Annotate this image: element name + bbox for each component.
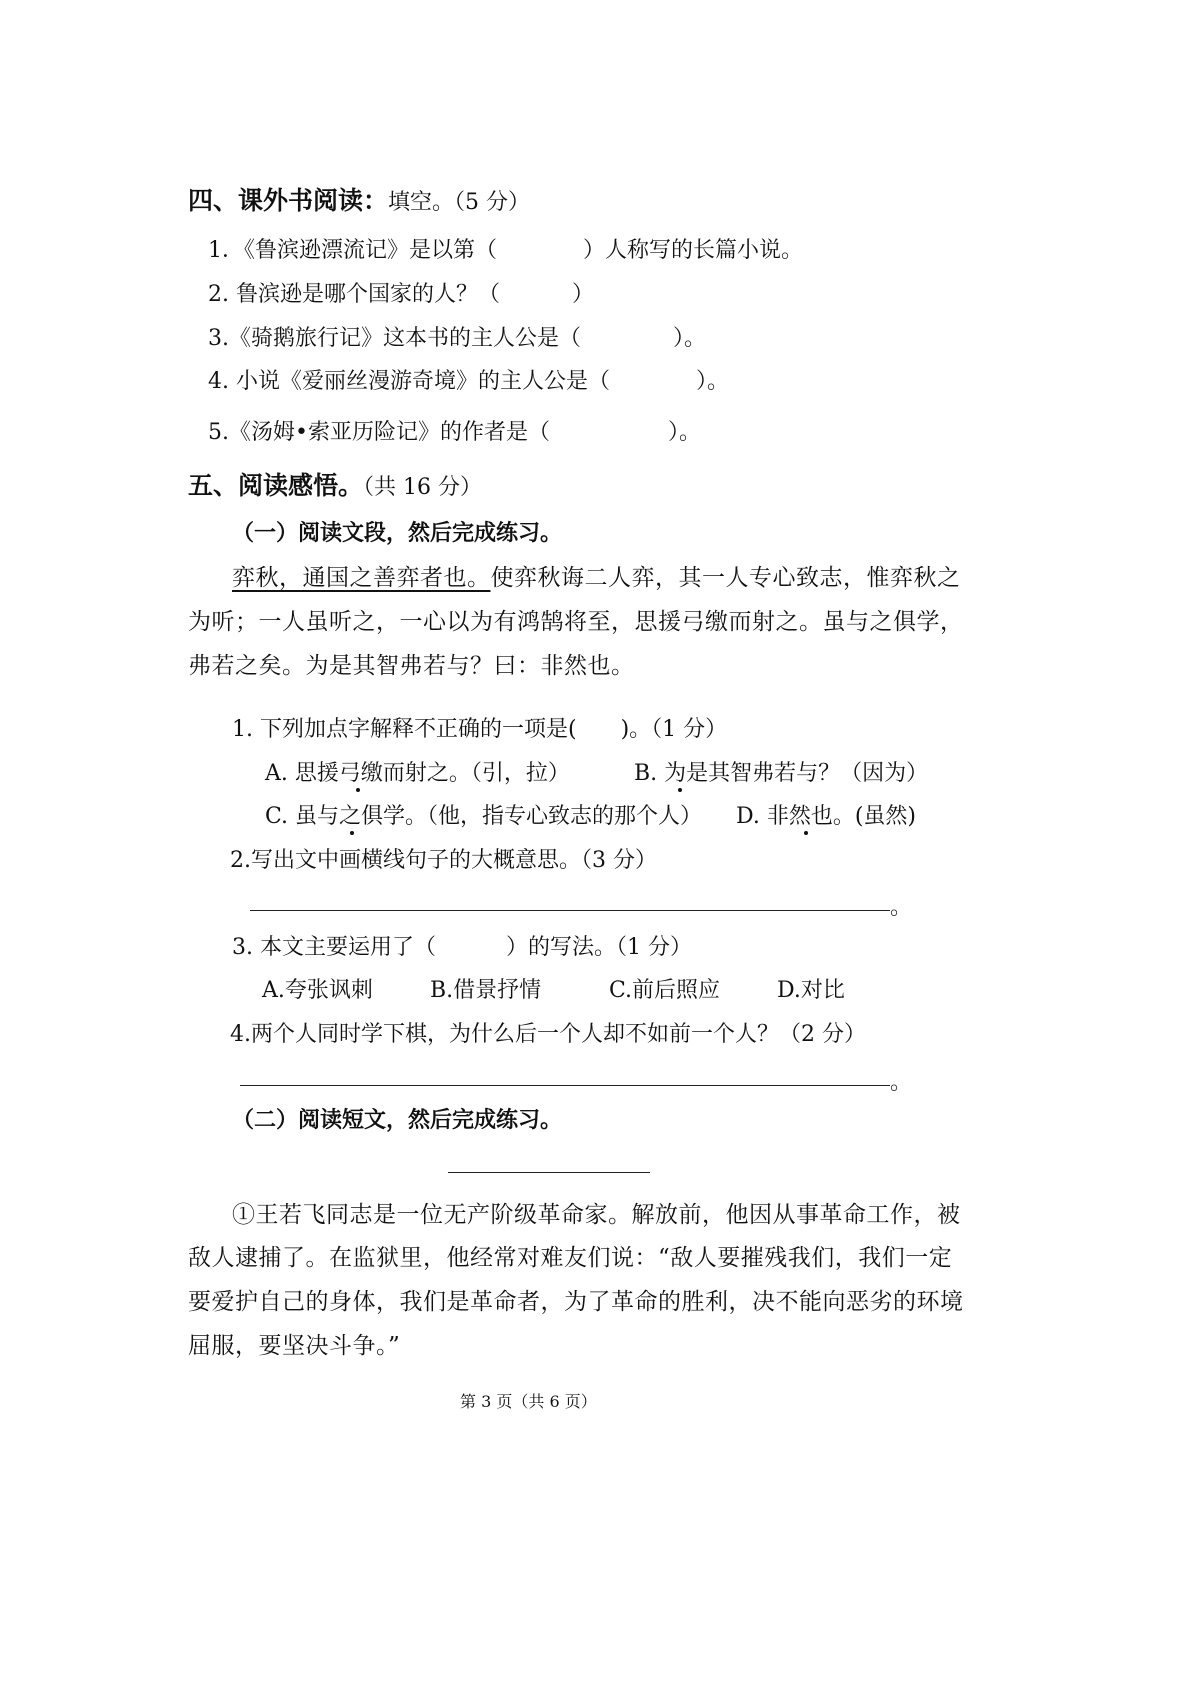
passage1-line-1 (232, 563, 961, 593)
item-text: 2. 鲁滨逊是哪个国家的人？（ (208, 282, 500, 307)
question-text: )。（1 分） (620, 717, 728, 742)
question-3-option-b[interactable]: B.借景抒情 (430, 978, 542, 1003)
question-1-option-a[interactable]: A. 思援弓缴而射之。（引，拉） (265, 761, 570, 786)
emphasis-dot (356, 788, 360, 792)
question-3-option-a[interactable]: A.夸张讽刺 (262, 978, 373, 1003)
passage-text: 使弈秋诲二人弈，其一人专心致志，惟弈秋之 (490, 565, 961, 591)
section5-heading-suffix: （共 16 分） (363, 475, 482, 500)
item-text: 1．《鲁滨逊漂流记》是以第（ (208, 238, 497, 263)
item-text: ）。 (696, 369, 730, 394)
title-blank-line[interactable] (448, 1172, 650, 1173)
question-4-stem: 4.两个人同时学下棋，为什么后一个人却不如前一个人？（2 分） (230, 1022, 866, 1047)
question-text: 3. 本文主要运用了（ (232, 935, 436, 960)
passage1-line-2: 为听；一人虽听之，一心以为有鸿鹄将至，思援弓缴而射之。虽与之俱学， (188, 609, 964, 635)
section4-item-4 (208, 367, 729, 397)
section4-item-5 (208, 418, 701, 448)
answer-line-end: 。 (890, 1070, 913, 1095)
underlined-sentence: 弈秋，通国之善弈者也。 (232, 565, 491, 591)
question-text: ）的写法。（1 分） (505, 935, 692, 960)
question-1-option-b[interactable]: B. 为是其智弗若与？（因为） (634, 761, 929, 786)
question-1-option-d[interactable]: D. 非然也。(虽然) (736, 804, 917, 829)
question-1-option-c[interactable]: C. 虽与之俱学。（他，指专心致志的那个人） (265, 804, 703, 829)
answer-line[interactable] (250, 910, 890, 911)
passage1-line-3: 弗若之矣。为是其智弗若与？曰：非然也。 (188, 653, 635, 679)
section4-heading (188, 186, 530, 218)
question-3-stem (232, 933, 692, 963)
section4-item-3 (208, 324, 706, 354)
emphasis-dot (350, 831, 354, 835)
section4-item-2 (208, 280, 594, 310)
item-text: ）。 (673, 326, 707, 351)
question-1-stem (232, 715, 727, 745)
passage2-line-4: 屈服，要坚决斗争。” (188, 1333, 401, 1359)
passage2-line-2: 敌人逮捕了。在监狱里，他经常对难友们说：“敌人要摧残我们，我们一定 (188, 1245, 953, 1271)
section5-heading (188, 471, 482, 503)
item-text: 4. 小说《爱丽丝漫游奇境》的主人公是（ (208, 369, 610, 394)
section4-heading-title: 四、课外书阅读： (188, 186, 389, 215)
passage2-line-1: ①王若飞同志是一位无产阶级革命家。解放前，他因从事革命工作，被 (232, 1202, 961, 1228)
section4-item-1 (208, 236, 803, 266)
item-text: ） (571, 282, 594, 307)
item-text: ）。 (667, 420, 701, 445)
answer-line[interactable] (240, 1085, 890, 1086)
item-text: ）人称写的长篇小说。 (583, 238, 804, 263)
section5-heading-title: 五、阅读感悟。 (188, 471, 364, 500)
part1-heading: （一）阅读文段，然后完成练习。 (232, 521, 563, 546)
answer-line-end: 。 (890, 895, 913, 920)
page-number: 第 3 页（共 6 页） (460, 1392, 597, 1411)
passage2-line-3: 要爱护自己的身体，我们是革命者，为了革命的胜利，决不能向恶劣的环境 (188, 1289, 964, 1315)
question-text: 1. 下列加点字解释不正确的一项是( (232, 717, 577, 742)
item-text: 5.《汤姆•索亚历险记》的作者是（ (208, 420, 550, 445)
question-2-stem: 2.写出文中画横线句子的大概意思。（3 分） (230, 848, 657, 873)
item-text: 3.《骑鹅旅行记》这本书的主人公是（ (208, 326, 581, 351)
emphasis-dot (804, 831, 808, 835)
part2-heading: （二）阅读短文，然后完成练习。 (232, 1108, 563, 1133)
emphasis-dot (678, 788, 682, 792)
section4-heading-suffix: 填空。（5 分） (388, 190, 531, 215)
question-3-option-c[interactable]: C.前后照应 (609, 978, 721, 1003)
question-3-option-d[interactable]: D.对比 (777, 978, 845, 1003)
